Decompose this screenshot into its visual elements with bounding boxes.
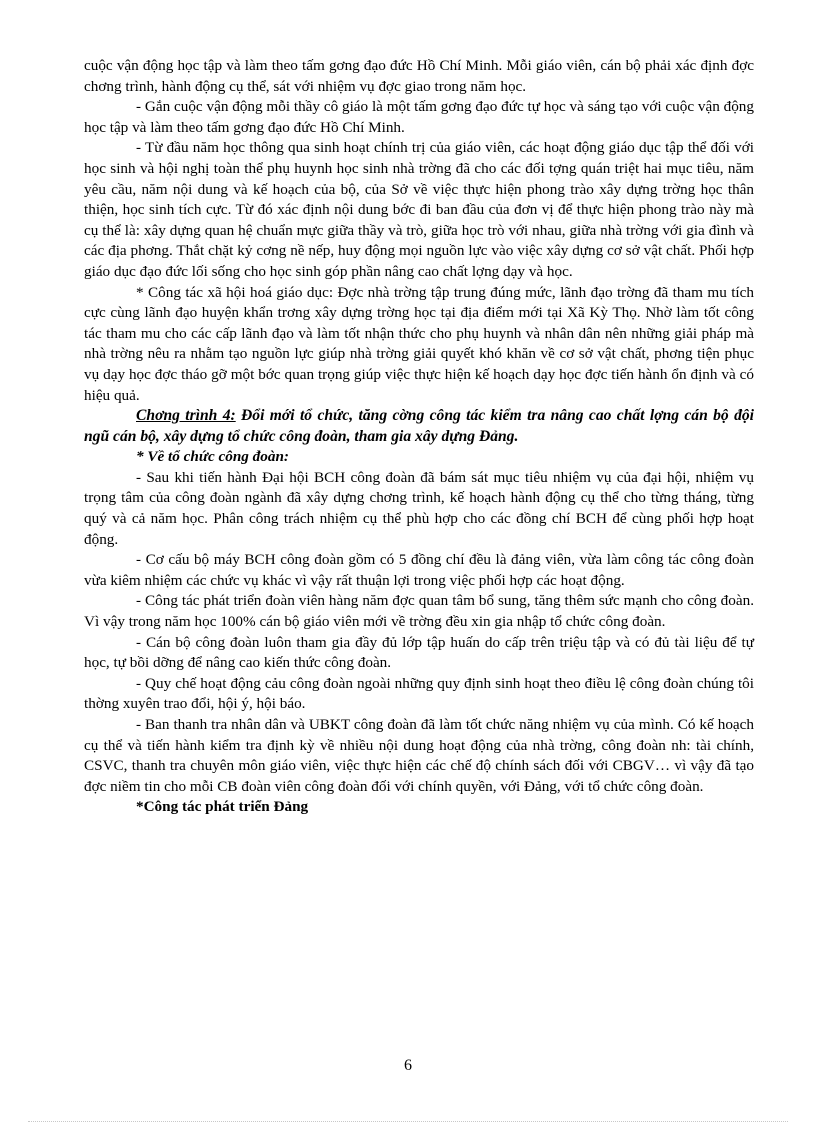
paragraph-9: - Quy chế hoạt động cảu công đoàn ngoài những quy định sinh hoạt theo điều lệ công đoàn chúng tôi thờng xuyên trao đổi, hội ý, hội báo. — [84, 674, 754, 713]
page-bottom-divider — [28, 1121, 788, 1122]
paragraph-10: - Ban thanh tra nhân dân và UBKT công đoàn đã làm tốt chức năng nhiệm vụ của mình. Có kế hoạch cụ thể và tiến hành kiểm tra định kỳ về nhiều nội dung hoạt động của nhà trờng, công đoàn nh: tài chính, CSVC, thanh tra chuyên môn giáo viên, việc thực hiện các chế độ chính sách đối với CBGV… vì vậy đã tạo đợc niềm tin cho mỗi CB đoàn viên công đoàn đối với chính quyền, với Đảng, với tổ chức công đoàn. — [84, 716, 754, 795]
paragraph-1: cuộc vận động học tập và làm theo tấm gơng đạo đức Hồ Chí Minh. Mỗi giáo viên, cán bộ phải xác định đợc chơng trình, hành động cụ thể, sát với nhiệm vụ đợc giao trong năm học. — [84, 57, 754, 95]
section-heading-text: Đổi mới tổ chức, tăng cờng công tác kiểm tra nâng cao chất lợng cán bộ đội ngũ cán bộ, xây dựng tổ chức công đoàn, tham gia xây dựng Đảng. — [84, 407, 754, 445]
page-number: 6 — [404, 1057, 412, 1074]
paragraph-7: - Công tác phát triển đoàn viên hàng năm đợc quan tâm bổ sung, tăng thêm sức mạnh cho công đoàn. Vì vậy trong năm học 100% cán bộ giáo viên mới về trờng đều xin gia nhập tổ chức công đoàn. — [84, 592, 754, 631]
subheading-party: *Công tác phát triển Đảng — [136, 798, 309, 816]
paragraph-8: - Cán bộ công đoàn luôn tham gia đầy đủ lớp tập huấn do cấp trên triệu tập và có đủ tài liệu để tự học, tự bồi dỡng để nâng cao kiến thức công đoàn. — [84, 633, 754, 672]
paragraph-6: - Cơ cấu bộ máy BCH công đoàn gồm có 5 đồng chí đều là đảng viên, vừa làm công tác công đoàn vừa kiêm nhiệm các chức vụ khác vì vậy rất thuận lợi trong việc phối hợp các hoạt động. — [84, 551, 754, 589]
paragraph-5: - Sau khi tiến hành Đại hội BCH công đoàn đã bám sát mục tiêu nhiệm vụ của đại hội, nhiệm vụ trọng tâm của công đoàn ngành đã xây dựng chơng trình, kế hoạch hành động cụ thể cho từng tháng, từng quý và cả năm học. Phân công trách nhiệm cụ thể phù hợp cho các đồng chí BCH để cùng phối hợp hoạt động. — [84, 468, 754, 548]
section-heading-label: Chơng trình 4: — [136, 407, 236, 425]
subheading-union: * Về tổ chức công đoàn: — [136, 448, 289, 466]
paragraph-social: * Công tác xã hội hoá giáo dục: Đợc nhà trờng tập trung đúng mức, lãnh đạo trờng đã tham mu tích cực cùng lãnh đạo huyện khẩn trơng xây dựng trờng học tại địa điểm mới tại Xã Kỳ Thọ. Nhờ làm tốt công tác tham mu cho các cấp lãnh đạo và làm tốt nhận thức cho phụ huynh và nhân dân nên những giải pháp mà nhà trờng nêu ra nhằm tạo nguồn lực giúp nhà trờng giải quyết khó khăn về cơ sở vật chất, phơng tiện phục vụ dạy học đợc tháo gỡ một bớc quan trọng giúp việc thực hiện kế hoạch dạy học đợc tiến hành ổn định và có hiệu quả. — [84, 283, 754, 404]
paragraph-3: - Từ đầu năm học thông qua sinh hoạt chính trị của giáo viên, các hoạt động giáo dục tập thể đối với học sinh và hội nghị toàn thể phụ huynh học sinh nhà trờng đã cho các đối tợng quán triệt hai mục tiêu, năm yêu cầu, năm nội dung và kế hoạch của bộ, của Sở về việc thực hiện phong trào xây dựng trờng học thân thiện, học sinh tích cực. Từ đó xác định nội dung bớc đi ban đầu của đơn vị để thực hiện phong trào này mà cụ thể là: xây dựng quan hệ chuẩn mực giữa thầy và trò, giữa học trò với nhau, giữa nhà trờng với gia đình và các địa phơng. Thắt chặt kỷ cơng nề nếp, huy động mọi nguồn lực vào việc xây dựng cơ sở vật chất. Phối hợp giáo dục đạo đức lối sống cho học sinh góp phần nâng cao chất lợng dạy và học. — [84, 139, 754, 280]
section-heading — [84, 406, 754, 447]
paragraph-2: - Gắn cuộc vận động mỗi thầy cô giáo là một tấm gơng đạo đức tự học và sáng tạo với cuộc vận động học tập và làm theo tấm gơng đạo đức Hồ Chí Minh. — [84, 98, 754, 136]
document-body — [84, 56, 754, 818]
